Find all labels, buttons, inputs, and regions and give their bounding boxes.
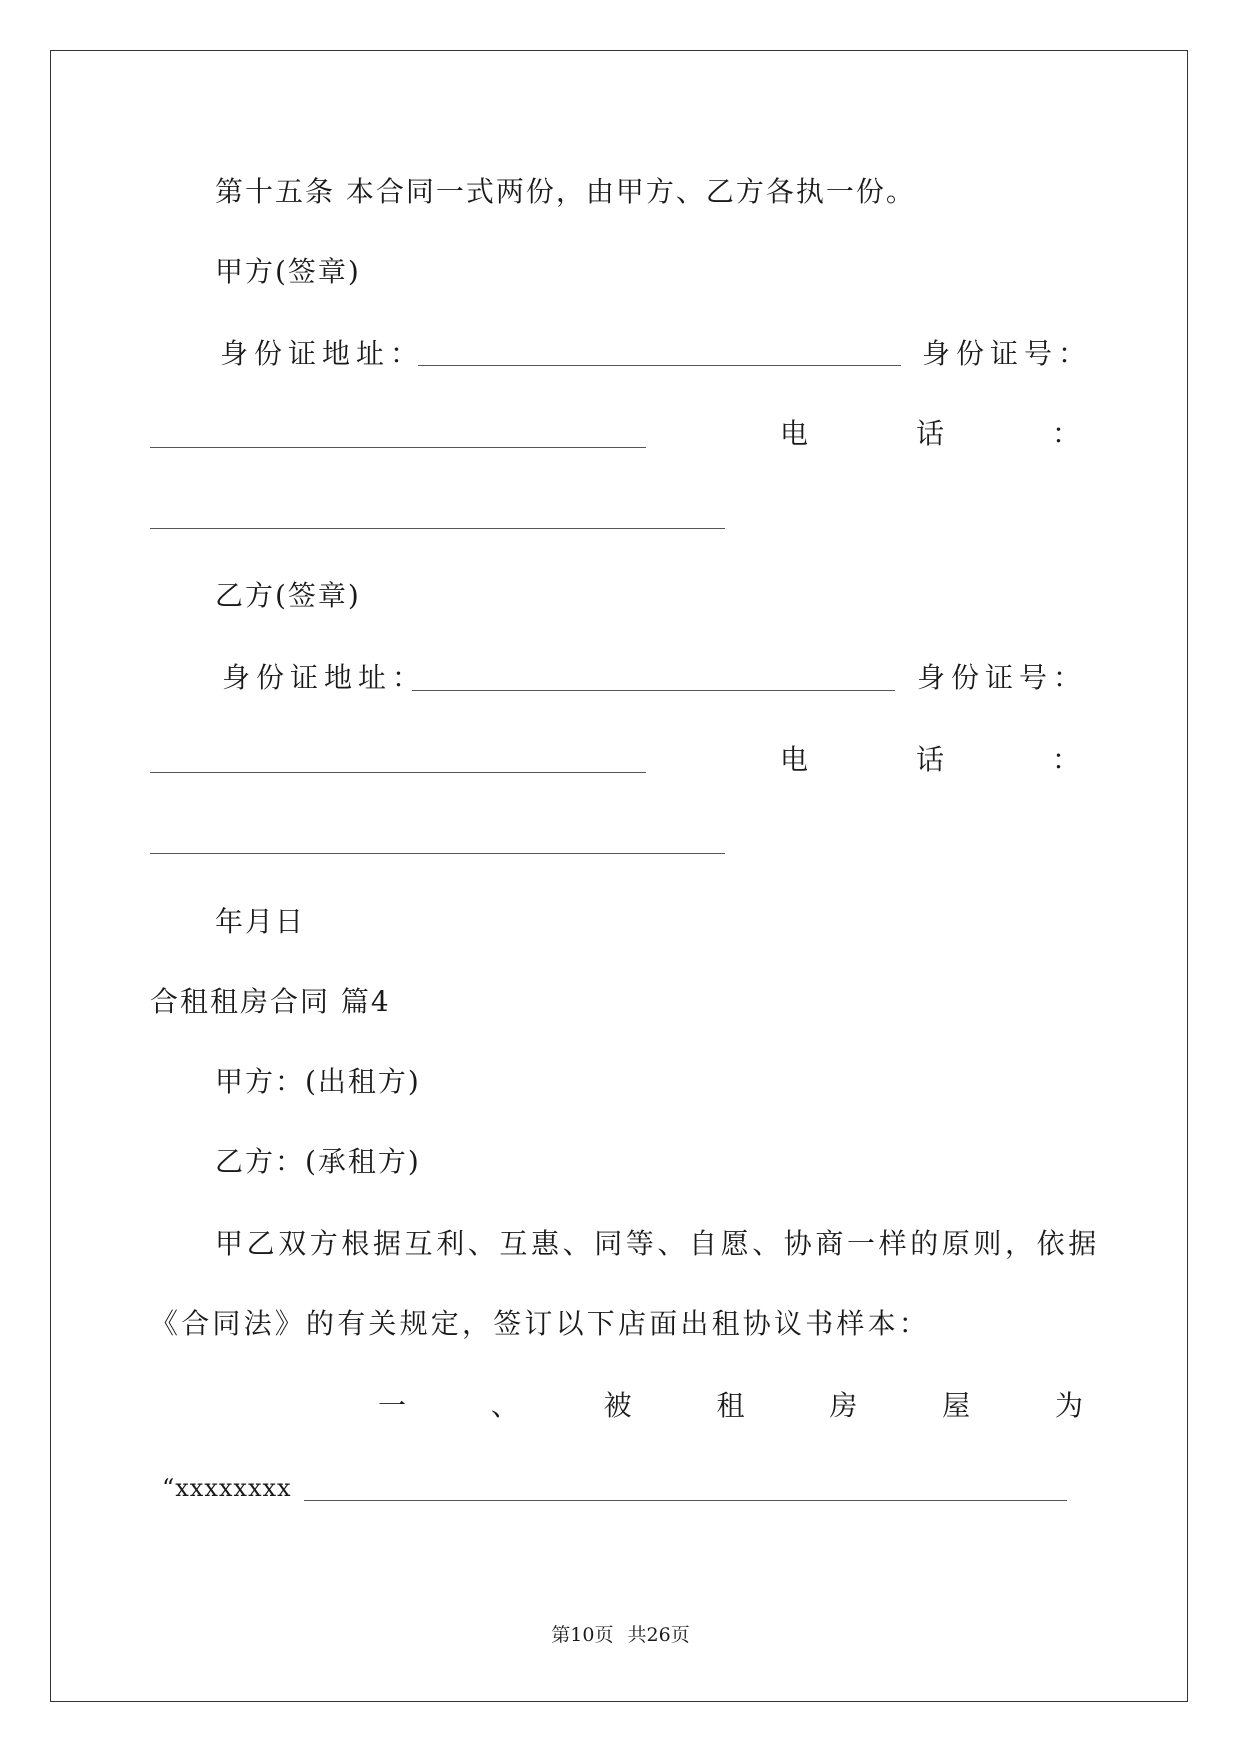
phone-char: 话 [915,417,944,450]
party-b-id-number-label: 身份证号： [917,661,1088,694]
paragraph-line-1: 甲乙双方根据互利、互惠、同等、自愿、协商一样的原则，依据 [215,1227,1100,1260]
item-1-char: 为 [1054,1389,1083,1422]
page-border [50,50,1188,1702]
item-1-char: 屋 [942,1389,971,1422]
item-1-char: 被 [603,1389,632,1422]
party-a-signature-label: 甲方(签章) [215,255,361,288]
phone-char: ： [1051,417,1080,450]
party-a-role: 甲方：(出租方) [215,1065,421,1098]
item-1-char: 一 [378,1389,407,1422]
party-b-role: 乙方：(承租方) [215,1145,421,1178]
party-a-phone-blank[interactable] [150,528,725,529]
item-1-char: 租 [716,1389,745,1422]
item-1-quote: “xxxxxxxx [162,1474,292,1502]
page-footer [0,1623,1241,1647]
section-heading: 合租租房合同 篇4 [150,985,391,1018]
item-1-char: 房 [829,1389,858,1422]
item-1-blank[interactable] [304,1500,1067,1501]
paragraph-line-2: 《合同法》的有关规定，签订以下店面出租协议书样本： [150,1307,931,1340]
party-a-id-address-blank[interactable] [418,365,901,366]
page-total: 共26页 [627,1624,690,1646]
phone-char: 电 [780,743,809,776]
party-b-phone-blank[interactable] [150,853,725,854]
phone-char: 话 [915,743,944,776]
item-1-char: 、 [490,1389,519,1422]
party-b-id-address-label: 身份证地址： [222,661,427,694]
party-b-phone-label [780,742,1080,778]
item-1-heading [378,1388,1083,1424]
date-line: 年月日 [215,905,306,938]
page-number: 第10页 [551,1624,614,1646]
party-a-id-address-label: 身份证地址： [220,337,425,370]
clause-15: 第十五条 本合同一式两份，由甲方、乙方各执一份。 [215,175,916,208]
phone-char: 电 [780,417,809,450]
party-b-signature-label: 乙方(签章) [215,579,361,612]
phone-char: ： [1051,743,1080,776]
party-a-id-number-label: 身份证号： [922,337,1093,370]
party-b-id-address-blank[interactable] [412,690,895,691]
party-a-phone-label [780,416,1080,452]
party-b-id-number-blank[interactable] [150,772,646,773]
party-a-id-number-blank[interactable] [150,447,646,448]
